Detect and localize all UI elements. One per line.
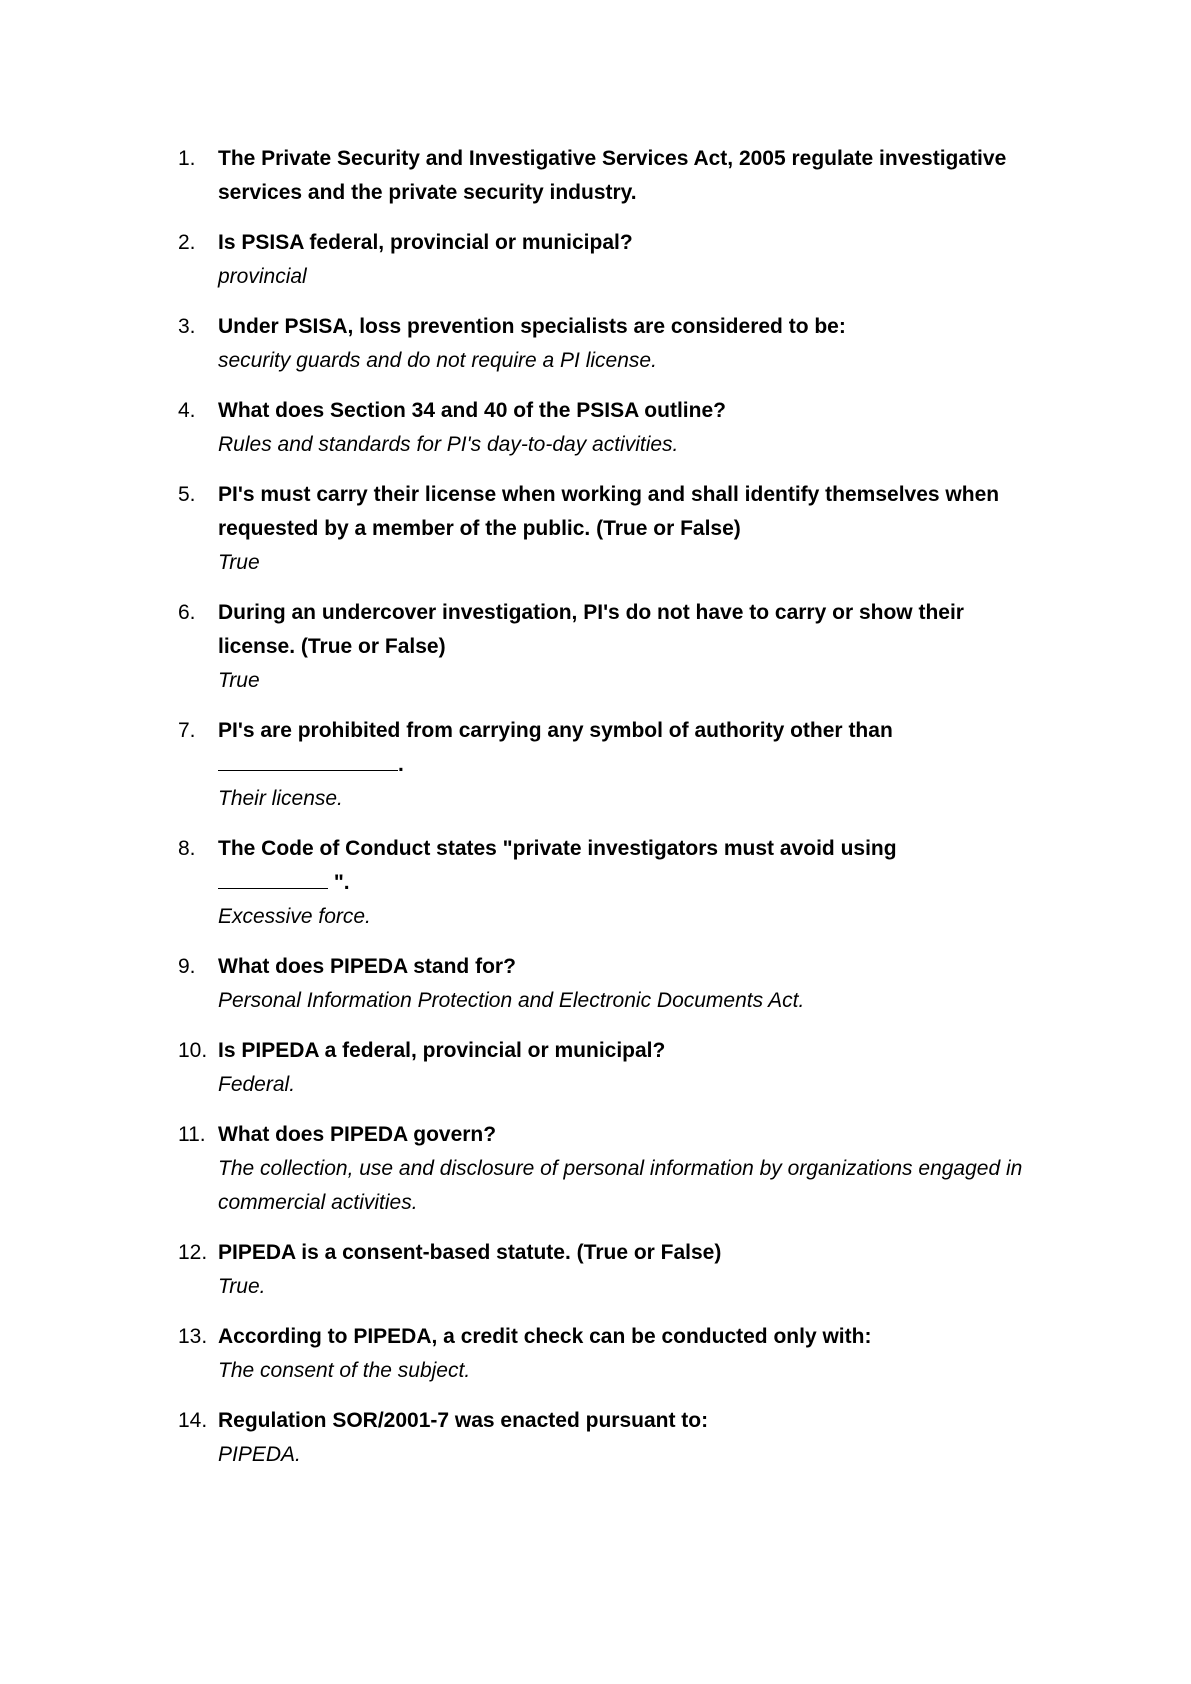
list-item <box>178 1034 1038 1102</box>
answer-text: provincial <box>218 265 307 288</box>
list-item <box>178 1404 1038 1472</box>
list-item <box>178 1320 1038 1388</box>
fill-in-blank-line <box>218 866 1038 900</box>
answer-text: Federal. <box>218 1073 296 1096</box>
list-item <box>178 478 1038 580</box>
question-text: What does PIPEDA govern? <box>218 1123 497 1146</box>
answer-text: PIPEDA. <box>218 1443 301 1466</box>
question-text: Is PIPEDA a federal, provincial or municipal? <box>218 1039 666 1062</box>
question-text: During an undercover investigation, PI's do not have to carry or show their license. (True or False) <box>218 601 964 658</box>
item-number: 10. <box>178 1039 208 1062</box>
question-text: The Code of Conduct states "private investigators must avoid using <box>218 837 897 860</box>
list-item <box>178 1118 1038 1220</box>
item-number: 9. <box>178 955 196 978</box>
answer-text: security guards and do not require a PI license. <box>218 349 657 372</box>
answer-text: True. <box>218 1275 266 1298</box>
fill-in-blank-line <box>218 748 1038 782</box>
item-number: 1. <box>178 147 196 170</box>
item-number: 12. <box>178 1241 208 1264</box>
item-number: 2. <box>178 231 196 254</box>
item-number: 14. <box>178 1409 208 1432</box>
question-text: PI's must carry their license when working and shall identify themselves when requested by a member of the public. (True or False) <box>218 483 1000 540</box>
item-number: 11. <box>178 1123 206 1146</box>
question-text: The Private Security and Investigative Services Act, 2005 regulate investigative services and the private security industry. <box>218 147 1007 204</box>
answer-text: Personal Information Protection and Electronic Documents Act. <box>218 989 805 1012</box>
question-text: Under PSISA, loss prevention specialists are considered to be: <box>218 315 846 338</box>
item-number: 4. <box>178 399 196 422</box>
question-text: What does PIPEDA stand for? <box>218 955 516 978</box>
question-text: PIPEDA is a consent-based statute. (True or False) <box>218 1241 722 1264</box>
list-item <box>178 832 1038 934</box>
item-number: 3. <box>178 315 196 338</box>
list-item <box>178 714 1038 816</box>
blank-underline <box>218 752 398 771</box>
list-item <box>178 950 1038 1018</box>
question-text: Is PSISA federal, provincial or municipal? <box>218 231 633 254</box>
answer-text: Rules and standards for PI's day-to-day activities. <box>218 433 679 456</box>
item-number: 8. <box>178 837 196 860</box>
list-item <box>178 596 1038 698</box>
list-item <box>178 226 1038 294</box>
answer-text: The collection, use and disclosure of personal information by organizations engaged in commercial activities. <box>218 1157 1023 1214</box>
question-list <box>178 142 1038 1488</box>
item-number: 13. <box>178 1325 208 1348</box>
answer-text: True <box>218 669 260 692</box>
list-item <box>178 310 1038 378</box>
list-item <box>178 394 1038 462</box>
answer-text: The consent of the subject. <box>218 1359 471 1382</box>
answer-text: True <box>218 551 260 574</box>
answer-text: Excessive force. <box>218 905 371 928</box>
blank-underline <box>218 870 328 889</box>
question-text: Regulation SOR/2001-7 was enacted pursuant to: <box>218 1409 709 1432</box>
item-number: 5. <box>178 483 196 506</box>
item-number: 6. <box>178 601 196 624</box>
blank-tail: . <box>398 753 404 776</box>
question-text: What does Section 34 and 40 of the PSISA outline? <box>218 399 726 422</box>
question-text: According to PIPEDA, a credit check can be conducted only with: <box>218 1325 872 1348</box>
answer-text: Their license. <box>218 787 343 810</box>
question-text: PI's are prohibited from carrying any symbol of authority other than <box>218 719 893 742</box>
list-item <box>178 1236 1038 1304</box>
item-number: 7. <box>178 719 196 742</box>
list-item <box>178 142 1038 210</box>
blank-tail: ". <box>328 871 350 894</box>
